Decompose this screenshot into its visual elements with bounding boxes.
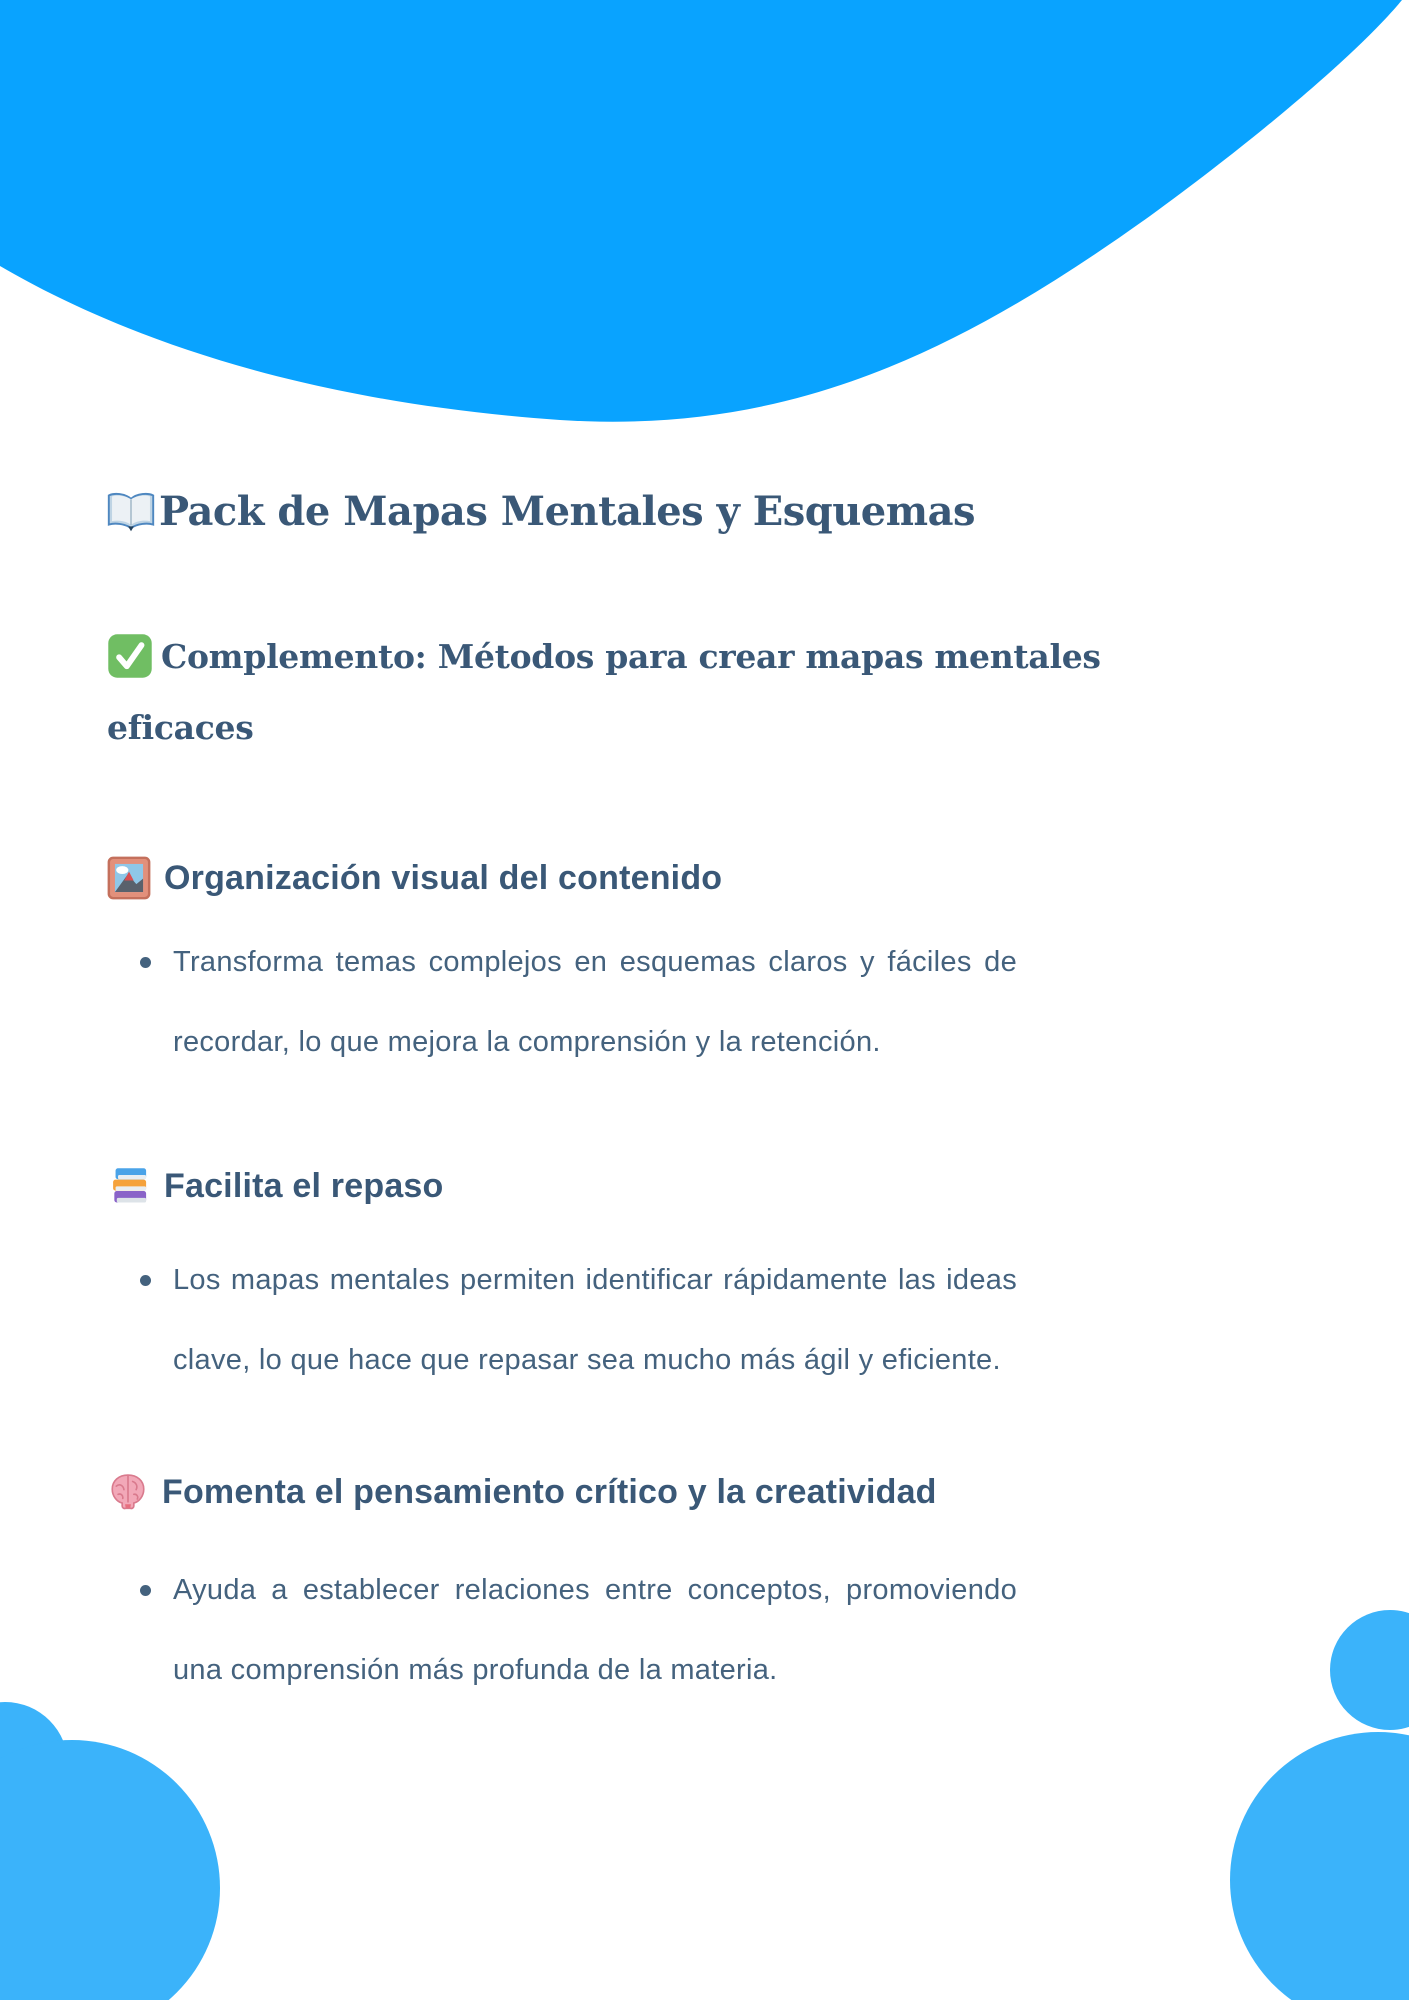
subtitle	[107, 620, 1101, 764]
check-mark-icon	[107, 633, 153, 679]
section-heading-text: Facilita el repaso	[164, 1167, 444, 1205]
section-heading-repaso	[107, 1164, 1017, 1208]
subtitle-text: Complemento: Métodos para crear mapas mentales	[161, 636, 1101, 676]
bullet-dot	[140, 1585, 151, 1596]
page-title	[107, 486, 1017, 538]
bullet-text: Los mapas mentales permiten identificar rápidamente las ideas clave, lo que hace que repasar sea mucho más ágil y eficiente.	[173, 1264, 1017, 1376]
bottom-right-small-circle	[1330, 1610, 1409, 1730]
bullet-item	[107, 1550, 1017, 1710]
section-heading-pensamiento	[107, 1470, 1017, 1514]
section-heading-text: Organización visual del contenido	[164, 859, 723, 897]
books-icon	[107, 1164, 151, 1208]
top-blob-shape	[0, 0, 1402, 422]
bullet-text: Ayuda a establecer relaciones entre conceptos, promoviendo una comprensión más profunda de la materia.	[173, 1574, 1017, 1686]
section-bullets-organizacion	[107, 922, 1017, 1082]
section-bullets-repaso	[107, 1240, 1017, 1400]
section-heading-text: Fomenta el pensamiento crítico y la creatividad	[162, 1473, 937, 1511]
framed-picture-icon	[107, 856, 151, 900]
content-column	[0, 486, 1101, 1710]
bullet-item	[107, 922, 1017, 1082]
page-title-text: Pack de Mapas Mentales y Esquemas	[159, 488, 976, 535]
section-bullets-pensamiento	[107, 1550, 1017, 1710]
bullet-item	[107, 1240, 1017, 1400]
subtitle-line-1	[107, 620, 1101, 692]
brain-icon	[107, 1471, 149, 1513]
bullet-text: Transforma temas complejos en esquemas claros y fáciles de recordar, lo que mejora la comprensión y la retención.	[173, 946, 1017, 1058]
bottom-right-large-circle	[1230, 1732, 1409, 2000]
open-book-icon	[107, 491, 155, 533]
bottom-left-large-circle	[0, 1740, 220, 2000]
subtitle-text-continued: eficaces	[107, 708, 254, 747]
bullet-dot	[140, 957, 151, 968]
section-heading-organizacion	[107, 856, 1017, 900]
bullet-dot	[140, 1275, 151, 1286]
